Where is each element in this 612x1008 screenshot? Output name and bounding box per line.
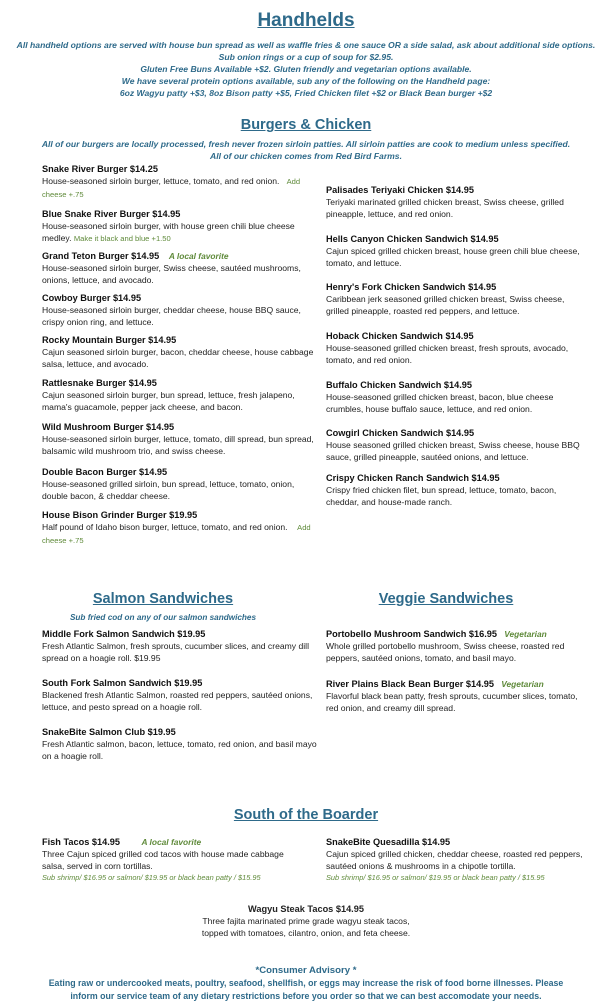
item-note: Add cheese +.75 — [42, 177, 301, 199]
veggie-title: Veggie Sandwiches — [378, 591, 514, 607]
item-tag: Vegetarian — [504, 629, 547, 639]
item-desc: Flavorful black bean patty, fresh sprouts, cucumber slices, tomato, red onion, and creamy dill spread. — [326, 691, 578, 713]
item-name: Cowgirl Chicken Sandwich $14.95 — [326, 428, 475, 438]
item-desc: House seasoned grilled chicken breast, Swiss cheese, house BBQ sauce, grilled pineapple, sautéed onions, and lettuce. — [326, 440, 580, 462]
item-name: Double Bacon Burger $14.95 — [42, 467, 168, 477]
item-name: Rattlesnake Burger $14.95 — [42, 378, 157, 388]
item-desc: Cajun seasoned sirloin burger, bun spread, lettuce, fresh jalapeno, mama's guacamole, pepper jack cheese, and bacon. — [42, 390, 295, 412]
item-desc: Crispy fried chicken filet, bun spread, lettuce, tomato, bacon, cheddar, and house-made ranch. — [326, 485, 557, 507]
item-desc: Cajun spiced grilled chicken, cheddar cheese, roasted red peppers, sautéed onions & mushrooms in a chipotle tortilla. — [326, 849, 583, 871]
item-desc: Caribbean jerk seasoned grilled chicken breast, Swiss cheese, grilled pineapple, roasted red peppers, and lettuce. — [326, 294, 565, 316]
item-name: Crispy Chicken Ranch Sandwich $14.95 — [326, 473, 500, 483]
menu-item-palisades-teriyaki-chicken — [326, 184, 588, 220]
item-desc: Fresh Atlantic salmon, bacon, lettuce, tomato, red onion, and basil mayo on a hoagie roll. — [42, 739, 317, 761]
item-desc: House-seasoned grilled chicken breast, fresh sprouts, avocado, tomato, and red onion. — [326, 343, 569, 365]
menu-item-blue-snake-river-burger — [42, 208, 317, 245]
item-name: River Plains Black Bean Burger $14.95 — [326, 679, 495, 689]
salmon-subtitle: Sub fried cod on any of our salmon sandwiches — [69, 613, 257, 622]
item-name: Buffalo Chicken Sandwich $14.95 — [326, 380, 473, 390]
item-name: Rocky Mountain Burger $14.95 — [42, 335, 177, 345]
menu-item-wagyu-steak-tacos — [0, 903, 612, 939]
intro-line: All of our burgers are locally processed, fresh never frozen sirloin patties. All sirloin patties are cook to medium unless specified. — [41, 139, 571, 149]
item-name: Cowboy Burger $14.95 — [42, 293, 142, 303]
burgers-chicken-title: Burgers & Chicken — [240, 117, 372, 133]
item-name: Grand Teton Burger $14.95 — [42, 251, 160, 261]
item-desc: Cajun spiced grilled chicken breast, house green chili blue cheese, tomato, and lettuce. — [326, 246, 580, 268]
item-desc: House-seasoned sirloin burger, with house green chili blue cheese medley. Make it black and blue +1.50 — [42, 221, 295, 243]
menu-item-snake-river-burger — [42, 163, 317, 201]
menu-item-fish-tacos — [42, 836, 302, 884]
advisory-title: *Consumer Advisory * — [255, 965, 357, 976]
intro-line: All handheld options are served with house bun spread as well as waffle fries & one sauce OR a side salad, ask about additional side options. — [16, 40, 596, 50]
item-name: South Fork Salmon Sandwich $19.95 — [42, 678, 203, 688]
item-name: Palisades Teriyaki Chicken $14.95 — [326, 185, 474, 195]
menu-item-hells-canyon-chicken — [326, 233, 588, 269]
burgers-chicken-intro — [0, 138, 612, 162]
item-name: Henry's Fork Chicken Sandwich $14.95 — [326, 282, 497, 292]
intro-line: Sub onion rings or a cup of soup for $2.95. — [218, 52, 394, 62]
intro-line: Gluten Free Buns Available +$2. Gluten friendly and vegetarian options available. — [140, 64, 472, 74]
menu-item-grand-teton-burger — [42, 250, 317, 286]
item-name: Wagyu Steak Tacos $14.95 — [248, 904, 364, 914]
item-name: SnakeBite Quesadilla $14.95 — [326, 837, 451, 847]
menu-item-crispy-chicken-ranch — [326, 472, 588, 508]
menu-item-hoback-chicken — [326, 330, 588, 366]
menu-item-snakebite-quesadilla — [326, 836, 588, 884]
menu-item-middle-fork-salmon — [42, 628, 317, 664]
advisory-line: Eating raw or undercooked meats, poultry, seafood, shellfish, or eggs may increase the risk of food borne illnesses. Please — [48, 978, 564, 988]
item-tag: Vegetarian — [501, 679, 544, 689]
intro-line: All of our chicken comes from Red Bird Farms. — [210, 151, 402, 161]
item-desc: House-seasoned sirloin burger, lettuce, tomato, and red onion. Add cheese +.75 — [42, 176, 301, 199]
item-desc: Teriyaki marinated grilled chicken breast, Swiss cheese, grilled pineapple, lettuce, and red onion. — [326, 197, 564, 219]
advisory-line: inform our service team of any dietary restrictions before you order so that we can best accomodate your needs. — [70, 990, 542, 1001]
item-desc: House-seasoned grilled chicken breast, bacon, blue cheese crumbles, house buffalo sauce, lettuce, and red onion. — [326, 392, 554, 414]
item-sub-options: Sub shrimp/ $16.95 or salmon/ $19.95 or black bean patty / $15.95 — [42, 873, 261, 882]
item-desc: Half pound of Idaho bison burger, lettuce, tomato, and red onion. Add cheese +.75 — [42, 522, 311, 545]
handhelds-title: Handhelds — [257, 10, 355, 31]
menu-item-house-bison-grinder-burger — [42, 509, 317, 547]
item-desc: House-seasoned sirloin burger, lettuce, tomato, dill spread, bun spread, balsamic wild mushroom trio, and swiss cheese. — [42, 434, 314, 456]
intro-line: We have several protein options available, sub any of the following on the Handheld page: — [121, 76, 491, 86]
item-tag: A local favorite — [141, 837, 202, 847]
item-desc: Three fajita marinated prime grade wagyu steak tacos, — [202, 916, 410, 926]
item-desc: topped with tomatoes, cilantro, onion, and feta cheese. — [201, 928, 411, 938]
item-name: House Bison Grinder Burger $19.95 — [42, 510, 198, 520]
item-desc: Whole grilled portobello mushroom, Swiss cheese, roasted red peppers, sautéed onions, tomato, and basil mayo. — [326, 641, 565, 663]
item-desc: Fresh Atlantic Salmon, fresh sprouts, cucumber slices, and creamy dill spread on a hoagie roll. $19.95 — [42, 641, 309, 663]
menu-item-cowboy-burger — [42, 292, 317, 328]
item-note: Make it black and blue +1.50 — [73, 234, 171, 243]
menu-item-henrys-fork-chicken — [326, 281, 588, 317]
item-name: Snake River Burger $14.25 — [42, 164, 158, 174]
menu-item-wild-mushroom-burger — [42, 421, 317, 457]
item-name: Wild Mushroom Burger $14.95 — [42, 422, 175, 432]
item-sub-options: Sub shrimp/ $16.95 or salmon/ $19.95 or black bean patty / $15.95 — [326, 873, 545, 882]
menu-item-portobello-mushroom — [326, 628, 588, 664]
menu-item-south-fork-salmon — [42, 677, 317, 713]
item-note: Add cheese +.75 — [42, 523, 311, 545]
item-desc: House-seasoned sirloin burger, cheddar cheese, house BBQ sauce, crispy onion ring, and lettuce. — [42, 305, 301, 327]
item-name: Blue Snake River Burger $14.95 — [42, 209, 181, 219]
menu-item-rattlesnake-burger — [42, 377, 317, 413]
item-name: Middle Fork Salmon Sandwich $19.95 — [42, 629, 206, 639]
consumer-advisory — [0, 964, 612, 1002]
intro-line: 6oz Wagyu patty +$3, 8oz Bison patty +$5, Fried Chicken filet +$2 or Black Bean burger +$2 — [119, 88, 493, 98]
item-name: Hells Canyon Chicken Sandwich $14.95 — [326, 234, 499, 244]
item-name: Portobello Mushroom Sandwich $16.95 — [326, 629, 498, 639]
item-desc: House-seasoned grilled sirloin, bun spread, lettuce, tomato, onion, double bacon, & cheddar cheese. — [42, 479, 295, 501]
item-name: Fish Tacos $14.95 — [42, 837, 120, 847]
item-desc: Cajun seasoned sirloin burger, bacon, cheddar cheese, house cabbage salsa, lettuce, and avocado. — [42, 347, 314, 369]
item-tag: A local favorite — [168, 251, 229, 261]
menu-item-river-plains-black-bean — [326, 678, 588, 714]
menu-item-snakebite-salmon-club — [42, 726, 317, 762]
salmon-title: Salmon Sandwiches — [92, 591, 234, 607]
menu-item-cowgirl-chicken — [326, 427, 588, 463]
menu-item-buffalo-chicken — [326, 379, 588, 415]
item-name: Hoback Chicken Sandwich $14.95 — [326, 331, 474, 341]
menu-item-double-bacon-burger — [42, 466, 317, 502]
menu-item-rocky-mountain-burger — [42, 334, 317, 370]
item-desc: Blackened fresh Atlantic Salmon, roasted red peppers, sautéed onions, lettuce, and pesto spread on a hoagie roll. — [42, 690, 313, 712]
item-name: SnakeBite Salmon Club $19.95 — [42, 727, 176, 737]
south-title: South of the Boarder — [233, 807, 379, 823]
item-desc: Three Cajun spiced grilled cod tacos with house made cabbage salsa, served in corn tortillas. — [42, 849, 284, 871]
item-desc: House-seasoned sirloin burger, Swiss cheese, sautéed mushrooms, onions, lettuce, and avocado. — [42, 263, 301, 285]
handhelds-intro — [0, 39, 612, 99]
